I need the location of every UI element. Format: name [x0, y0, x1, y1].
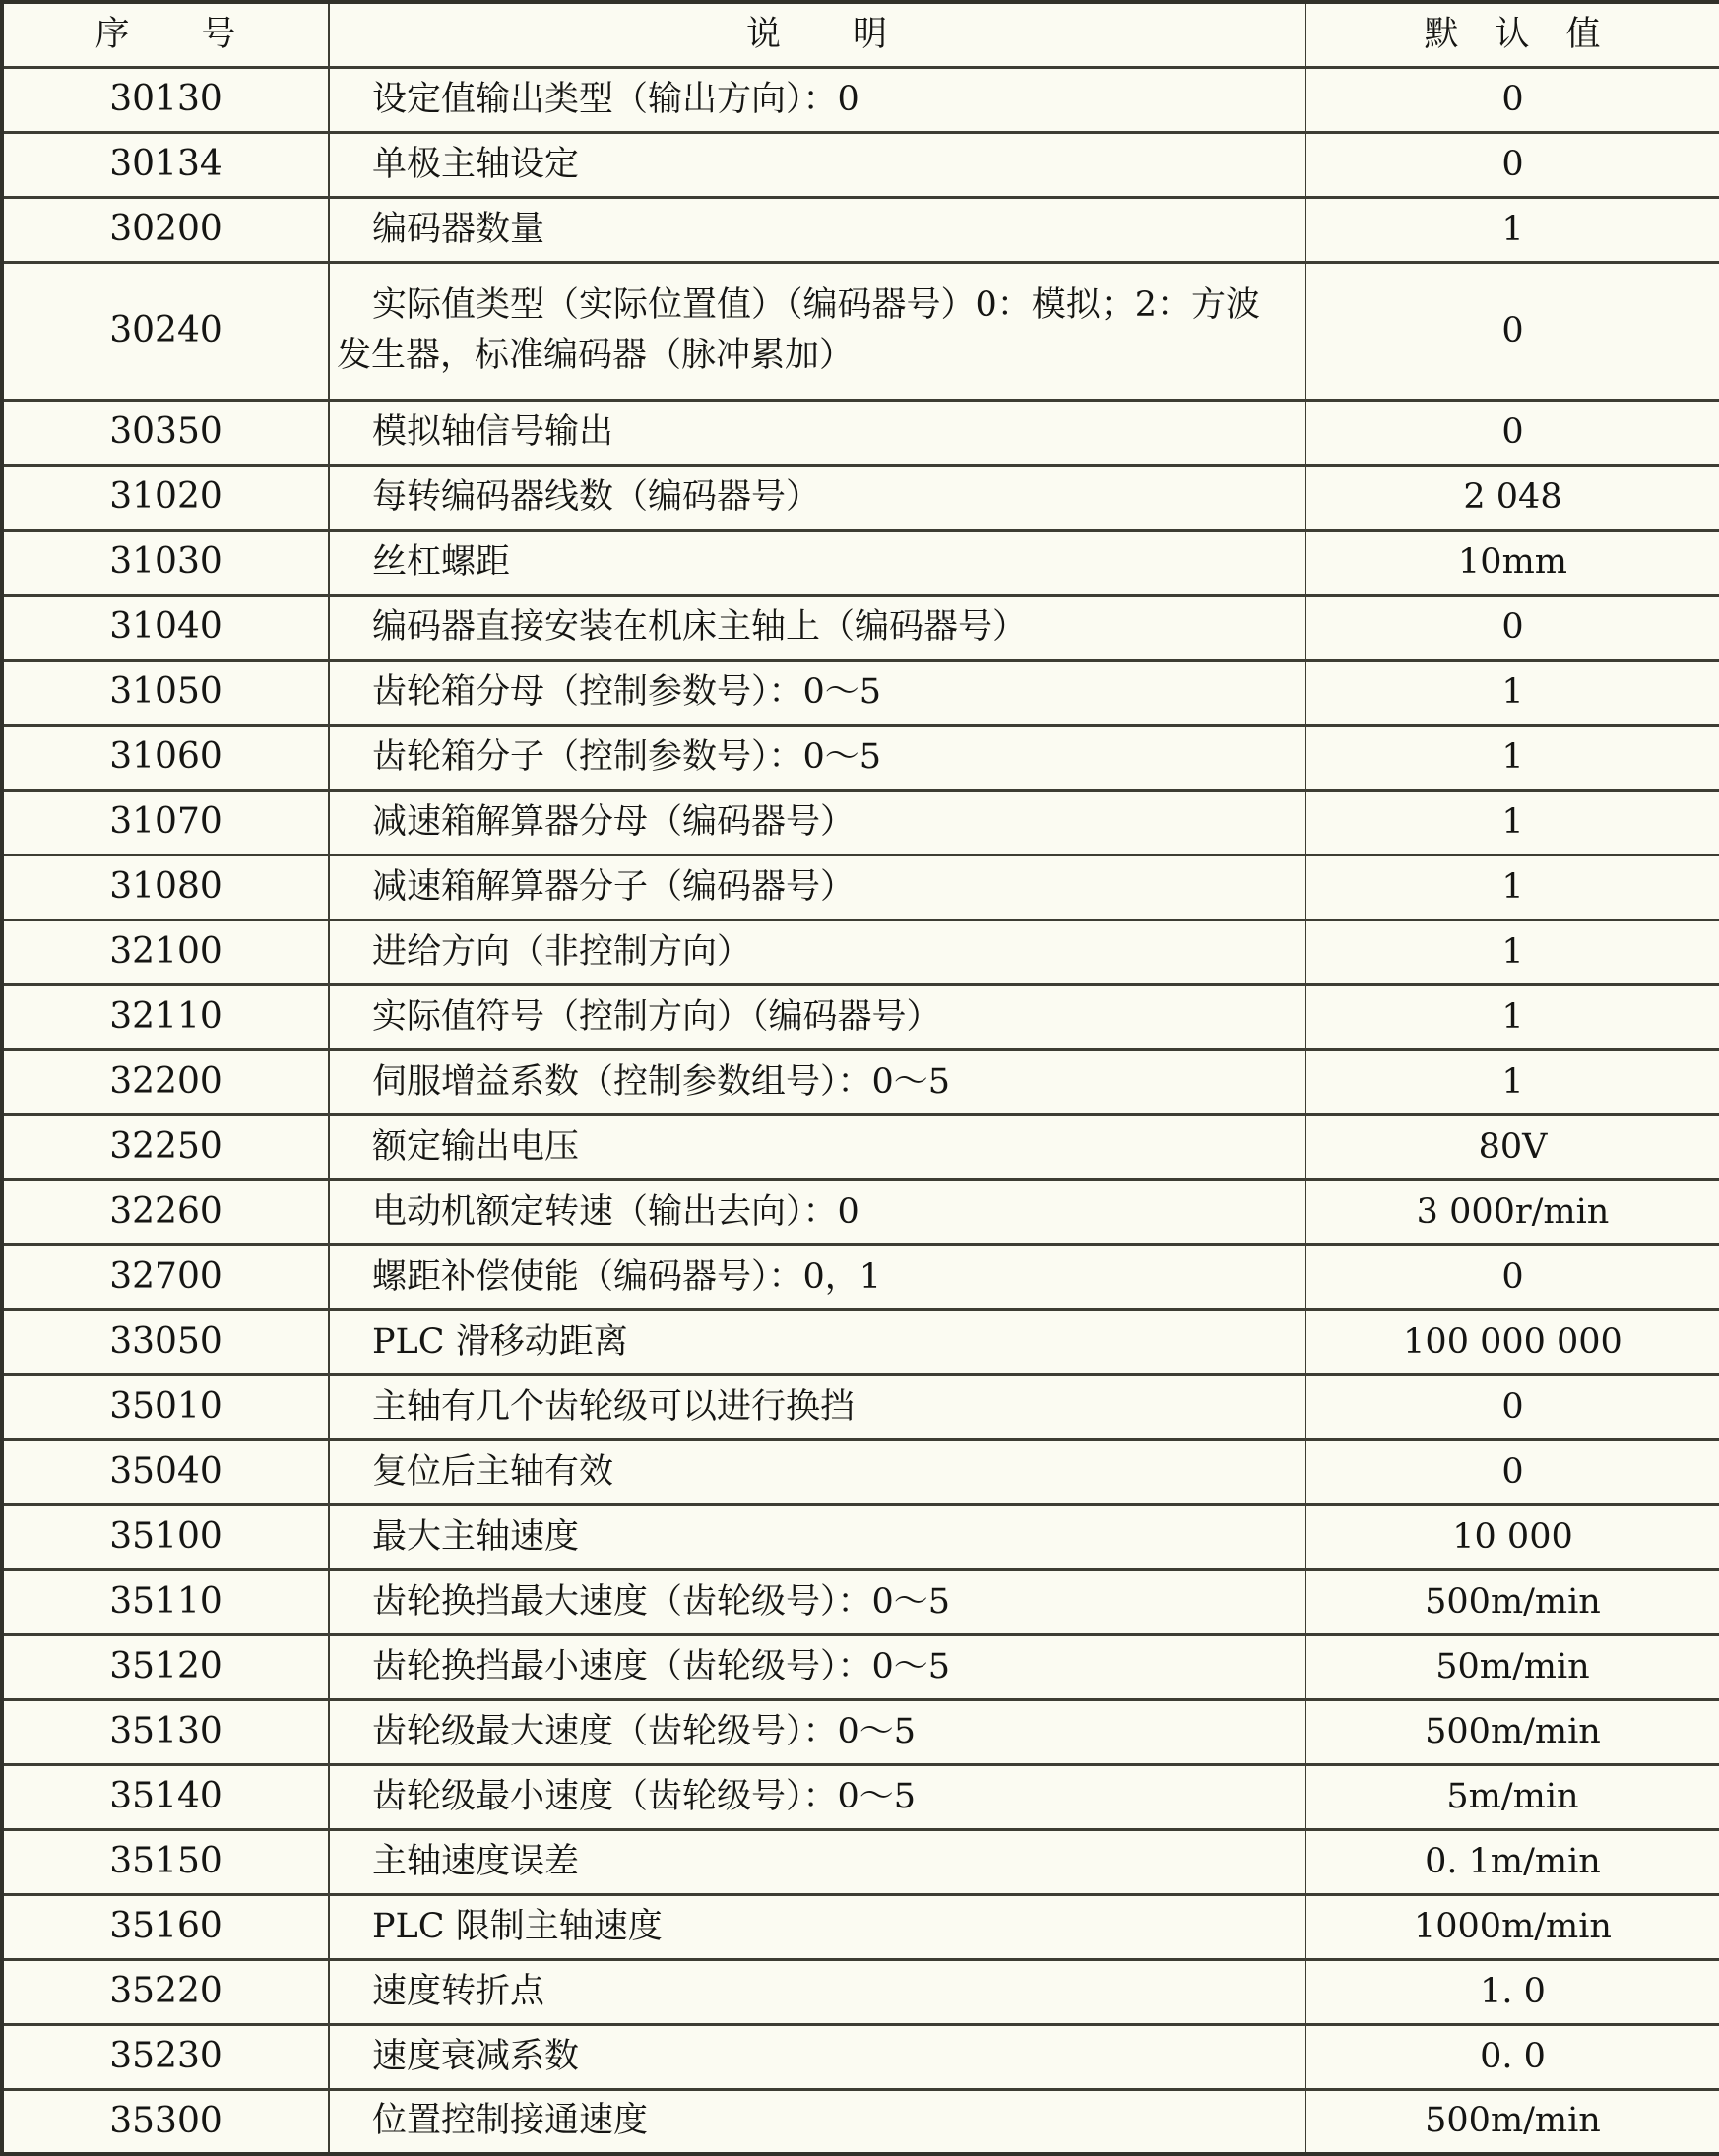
param-default-value-cell: 1: [1305, 919, 1719, 984]
param-id-cell: 32250: [2, 1114, 329, 1179]
param-default-value-cell: 0: [1305, 1244, 1719, 1309]
param-description-cell: 编码器数量: [329, 197, 1305, 262]
param-id-cell: 32100: [2, 919, 329, 984]
param-default-value-cell: 0: [1305, 400, 1719, 465]
param-id-cell: 31070: [2, 790, 329, 855]
param-id-cell: 31060: [2, 725, 329, 790]
param-id-cell: 35110: [2, 1569, 329, 1634]
table-row: [2, 1114, 1719, 1179]
param-id-cell: 31030: [2, 530, 329, 595]
param-id-cell: 32110: [2, 984, 329, 1049]
param-description-cell: 实际值符号（控制方向）（编码器号）: [329, 984, 1305, 1049]
param-id-cell: 32700: [2, 1244, 329, 1309]
param-description-cell: 减速箱解算器分子（编码器号）: [329, 855, 1305, 919]
param-id-cell: 30130: [2, 67, 329, 132]
param-description-cell: 减速箱解算器分母（编码器号）: [329, 790, 1305, 855]
param-default-value-cell: 50m/min: [1305, 1634, 1719, 1699]
param-description-cell: 复位后主轴有效: [329, 1439, 1305, 1504]
param-description-cell: 齿轮箱分母（控制参数号）：0～5: [329, 660, 1305, 725]
table-row: [2, 262, 1719, 400]
param-description-cell: 设定值输出类型（输出方向）：0: [329, 67, 1305, 132]
table-row: [2, 660, 1719, 725]
table-row: [2, 1374, 1719, 1439]
param-default-value-cell: 0: [1305, 132, 1719, 197]
param-default-value-cell: 0: [1305, 1439, 1719, 1504]
param-default-value-cell: 3 000r/min: [1305, 1179, 1719, 1244]
param-description-cell: 齿轮箱分子（控制参数号）：0～5: [329, 725, 1305, 790]
param-description-cell: 齿轮级最大速度（齿轮级号）：0～5: [329, 1699, 1305, 1764]
param-default-value-cell: 1: [1305, 1049, 1719, 1114]
param-description-cell: 齿轮换挡最小速度（齿轮级号）：0～5: [329, 1634, 1305, 1699]
table-row: [2, 790, 1719, 855]
param-default-value-cell: 500m/min: [1305, 2089, 1719, 2154]
param-id-cell: 30200: [2, 197, 329, 262]
param-description-cell: 螺距补偿使能（编码器号）：0，1: [329, 1244, 1305, 1309]
table-row: [2, 855, 1719, 919]
param-description-cell: PLC 限制主轴速度: [329, 1894, 1305, 1959]
param-description-cell: 速度衰减系数: [329, 2024, 1305, 2089]
param-id-cell: 30350: [2, 400, 329, 465]
param-description-cell: 模拟轴信号输出: [329, 400, 1305, 465]
table-row: [2, 2024, 1719, 2089]
table-row: [2, 1959, 1719, 2024]
param-description-cell: 齿轮换挡最大速度（齿轮级号）：0～5: [329, 1569, 1305, 1634]
param-description-cell: PLC 滑移动距离: [329, 1309, 1305, 1374]
param-id-cell: 31050: [2, 660, 329, 725]
table-body: [2, 67, 1719, 2154]
param-id-cell: 32200: [2, 1049, 329, 1114]
param-description-cell: 编码器直接安装在机床主轴上（编码器号）: [329, 595, 1305, 660]
table-row: [2, 919, 1719, 984]
table-row: [2, 1439, 1719, 1504]
param-id-cell: 35150: [2, 1829, 329, 1894]
param-default-value-cell: 1: [1305, 660, 1719, 725]
param-default-value-cell: 0: [1305, 262, 1719, 400]
param-default-value-cell: 2 048: [1305, 465, 1719, 530]
param-description-cell: 主轴速度误差: [329, 1829, 1305, 1894]
param-default-value-cell: 10 000: [1305, 1504, 1719, 1569]
param-description-cell: 单极主轴设定: [329, 132, 1305, 197]
param-description-cell: 最大主轴速度: [329, 1504, 1305, 1569]
table-row: [2, 1179, 1719, 1244]
param-description-cell: 每转编码器线数（编码器号）: [329, 465, 1305, 530]
param-id-cell: 35160: [2, 1894, 329, 1959]
param-id-cell: 33050: [2, 1309, 329, 1374]
param-default-value-cell: 10mm: [1305, 530, 1719, 595]
table-row: [2, 197, 1719, 262]
param-description-cell: 主轴有几个齿轮级可以进行换挡: [329, 1374, 1305, 1439]
param-description-cell: 进给方向（非控制方向）: [329, 919, 1305, 984]
param-default-value-cell: 1: [1305, 790, 1719, 855]
param-id-cell: 35140: [2, 1764, 329, 1829]
param-default-value-cell: 0: [1305, 595, 1719, 660]
header-description: 说 明: [329, 2, 1305, 67]
table-row: [2, 1894, 1719, 1959]
table-row: [2, 1569, 1719, 1634]
param-default-value-cell: 1. 0: [1305, 1959, 1719, 2024]
param-default-value-cell: 0. 1m/min: [1305, 1829, 1719, 1894]
table-row: [2, 725, 1719, 790]
param-default-value-cell: 5m/min: [1305, 1764, 1719, 1829]
header-row: [2, 2, 1719, 67]
param-description-cell: 位置控制接通速度: [329, 2089, 1305, 2154]
param-id-cell: 31020: [2, 465, 329, 530]
param-id-cell: 31040: [2, 595, 329, 660]
param-default-value-cell: 1: [1305, 725, 1719, 790]
table-row: [2, 1504, 1719, 1569]
param-default-value-cell: 0. 0: [1305, 2024, 1719, 2089]
param-id-cell: 30240: [2, 262, 329, 400]
table-row: [2, 1049, 1719, 1114]
param-default-value-cell: 500m/min: [1305, 1569, 1719, 1634]
param-id-cell: 35010: [2, 1374, 329, 1439]
param-default-value-cell: 1: [1305, 855, 1719, 919]
param-id-cell: 35040: [2, 1439, 329, 1504]
table-row: [2, 1244, 1719, 1309]
param-default-value-cell: 1: [1305, 984, 1719, 1049]
param-default-value-cell: 1000m/min: [1305, 1894, 1719, 1959]
param-id-cell: 30134: [2, 132, 329, 197]
table-row: [2, 465, 1719, 530]
param-description-cell: 齿轮级最小速度（齿轮级号）：0～5: [329, 1764, 1305, 1829]
param-default-value-cell: 500m/min: [1305, 1699, 1719, 1764]
param-description-cell: 实际值类型（实际位置值）（编码器号）0：模拟；2：方波发生器，标准编码器（脉冲累加）: [329, 262, 1305, 400]
table-row: [2, 67, 1719, 132]
table-row: [2, 2089, 1719, 2154]
header-serial-number: 序 号: [2, 2, 329, 67]
param-description-cell: 丝杠螺距: [329, 530, 1305, 595]
param-id-cell: 35130: [2, 1699, 329, 1764]
param-default-value-cell: 0: [1305, 1374, 1719, 1439]
param-description-cell: 电动机额定转速（输出去向）：0: [329, 1179, 1305, 1244]
param-default-value-cell: 0: [1305, 67, 1719, 132]
param-description-cell: 伺服增益系数（控制参数组号）：0～5: [329, 1049, 1305, 1114]
param-id-cell: 35120: [2, 1634, 329, 1699]
table-row: [2, 1309, 1719, 1374]
param-id-cell: 35230: [2, 2024, 329, 2089]
param-description-cell: 额定输出电压: [329, 1114, 1305, 1179]
table-row: [2, 1829, 1719, 1894]
table-row: [2, 1634, 1719, 1699]
table-row: [2, 132, 1719, 197]
param-id-cell: 32260: [2, 1179, 329, 1244]
param-id-cell: 35220: [2, 1959, 329, 2024]
param-id-cell: 35300: [2, 2089, 329, 2154]
table-row: [2, 984, 1719, 1049]
param-id-cell: 31080: [2, 855, 329, 919]
param-id-cell: 35100: [2, 1504, 329, 1569]
table-row: [2, 595, 1719, 660]
table-row: [2, 1764, 1719, 1829]
table-row: [2, 530, 1719, 595]
table-row: [2, 400, 1719, 465]
param-default-value-cell: 1: [1305, 197, 1719, 262]
header-default-value: 默 认 值: [1305, 2, 1719, 67]
param-default-value-cell: 100 000 000: [1305, 1309, 1719, 1374]
table-row: [2, 1699, 1719, 1764]
param-default-value-cell: 80V: [1305, 1114, 1719, 1179]
param-description-cell: 速度转折点: [329, 1959, 1305, 2024]
